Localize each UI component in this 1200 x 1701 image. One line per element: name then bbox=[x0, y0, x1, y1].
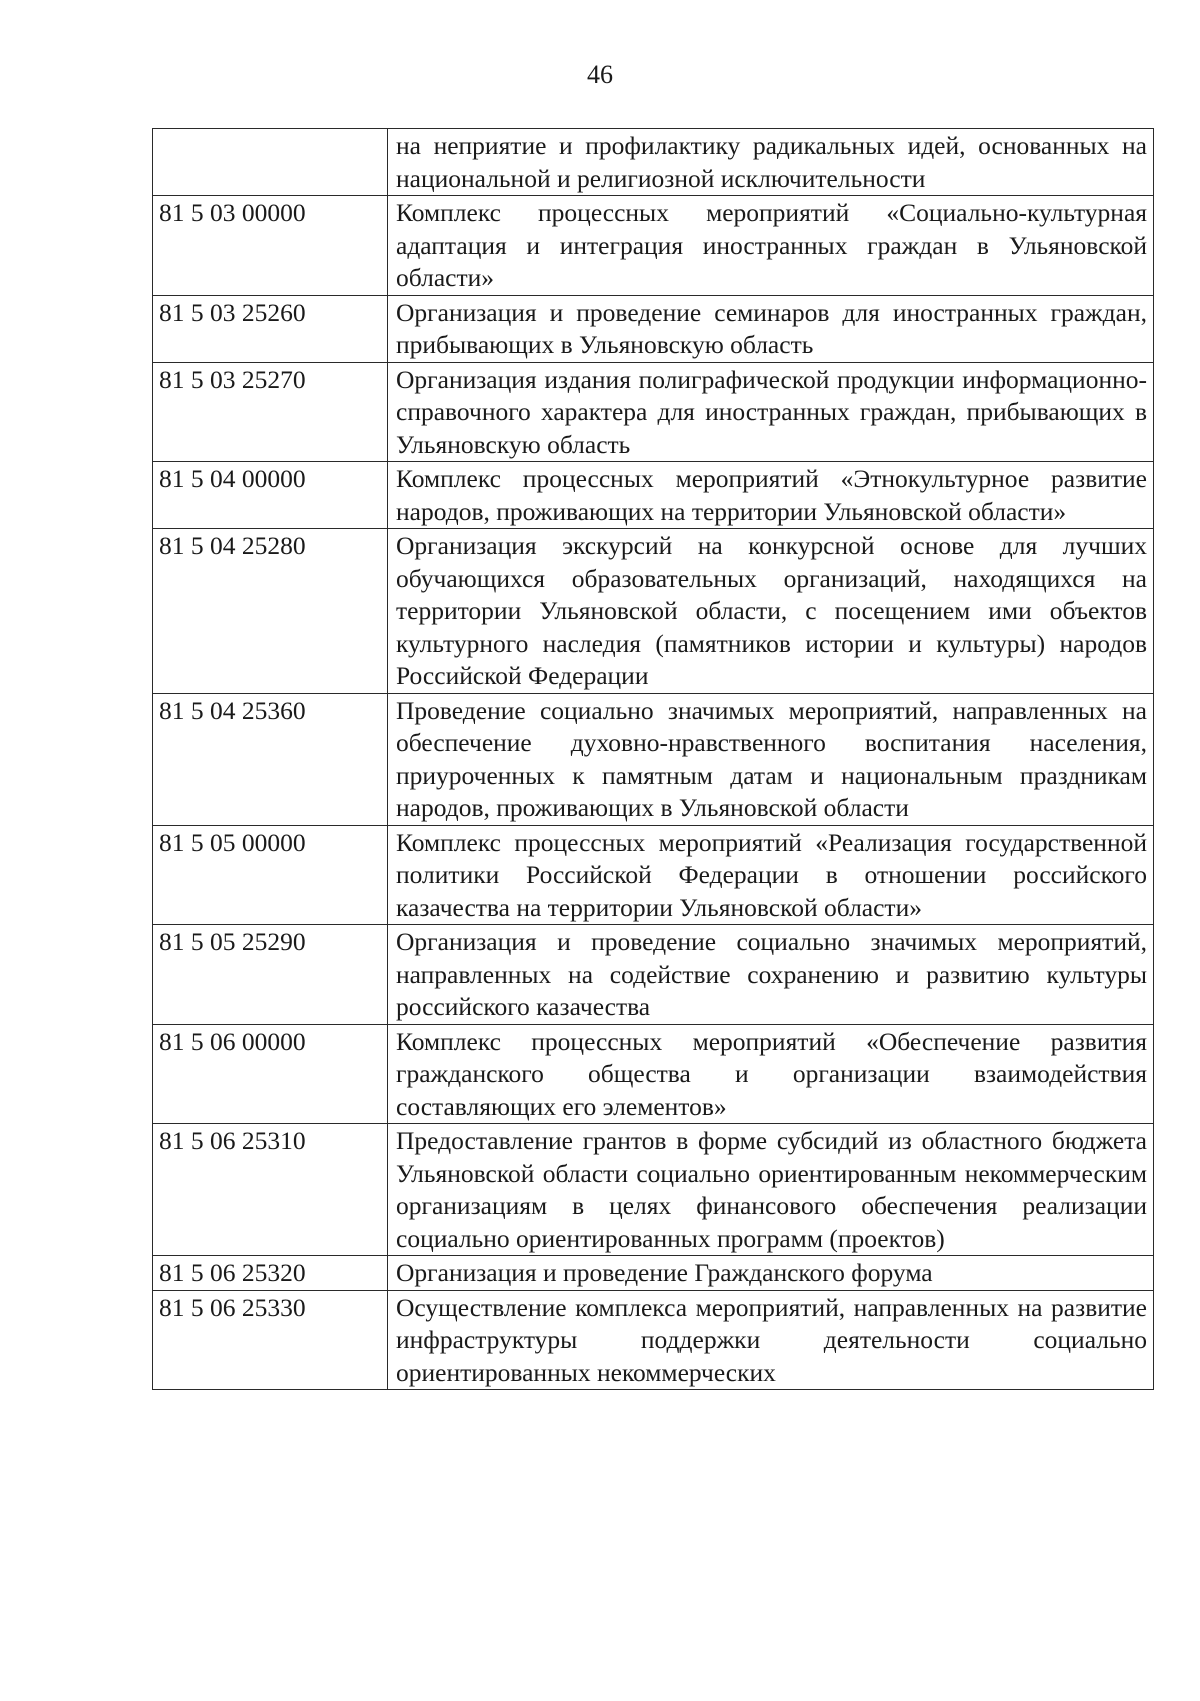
table-row bbox=[153, 825, 1154, 925]
row-code: 81 5 03 25270 bbox=[153, 362, 388, 462]
row-code bbox=[153, 129, 388, 196]
row-code: 81 5 06 25320 bbox=[153, 1256, 388, 1291]
table-row bbox=[153, 295, 1154, 362]
row-description: Организация и проведение Гражданского форума bbox=[388, 1256, 1154, 1291]
table-row bbox=[153, 1024, 1154, 1124]
row-code: 81 5 06 25330 bbox=[153, 1290, 388, 1390]
table-row bbox=[153, 1290, 1154, 1390]
row-description: Организация издания полиграфической продукции информационно-справочного характера для иностранных граждан, прибывающих в Ульяновскую область bbox=[388, 362, 1154, 462]
row-code: 81 5 06 25310 bbox=[153, 1124, 388, 1256]
row-description: Проведение социально значимых мероприятий, направленных на обеспечение духовно-нравственного воспитания населения, приуроченных к памятным датам и национальным праздникам народов, проживающих в Ульяновской области bbox=[388, 693, 1154, 825]
row-description: Комплекс процессных мероприятий «Обеспечение развития гражданского общества и организации взаимодействия составляющих его элементов» bbox=[388, 1024, 1154, 1124]
row-code: 81 5 05 25290 bbox=[153, 925, 388, 1025]
table-row bbox=[153, 693, 1154, 825]
table-row bbox=[153, 1256, 1154, 1291]
table-row bbox=[153, 362, 1154, 462]
row-description: Организация экскурсий на конкурсной основе для лучших обучающихся образовательных организаций, находящихся на территории Ульяновской области, с посещением ими объектов культурного наследия (памятников истории и культуры) народов Российской Федерации bbox=[388, 529, 1154, 694]
row-code: 81 5 04 25360 bbox=[153, 693, 388, 825]
row-description: Организация и проведение семинаров для иностранных граждан, прибывающих в Ульяновскую область bbox=[388, 295, 1154, 362]
row-description: Комплекс процессных мероприятий «Социально-культурная адаптация и интеграция иностранных граждан в Ульяновской области» bbox=[388, 196, 1154, 296]
row-code: 81 5 05 00000 bbox=[153, 825, 388, 925]
row-description: на неприятие и профилактику радикальных идей, основанных на национальной и религиозной исключительности bbox=[388, 129, 1154, 196]
table-row bbox=[153, 196, 1154, 296]
row-description: Осуществление комплекса мероприятий, направленных на развитие инфраструктуры поддержки деятельности социально ориентированных некоммерческих bbox=[388, 1290, 1154, 1390]
row-description: Предоставление грантов в форме субсидий из областного бюджета Ульяновской области социально ориентированным некоммерческим организациям в целях финансового обеспечения реализации социально ориентированных программ (проектов) bbox=[388, 1124, 1154, 1256]
page-number: 46 bbox=[587, 60, 613, 89]
table-row bbox=[153, 1124, 1154, 1256]
row-description: Комплекс процессных мероприятий «Этнокультурное развитие народов, проживающих на территории Ульяновской области» bbox=[388, 462, 1154, 529]
table-row bbox=[153, 129, 1154, 196]
row-code: 81 5 04 00000 bbox=[153, 462, 388, 529]
row-code: 81 5 03 25260 bbox=[153, 295, 388, 362]
table-row bbox=[153, 529, 1154, 694]
row-description: Организация и проведение социально значимых мероприятий, направленных на содействие сохранению и развитию культуры российского казачества bbox=[388, 925, 1154, 1025]
table-row bbox=[153, 462, 1154, 529]
row-code: 81 5 04 25280 bbox=[153, 529, 388, 694]
row-code: 81 5 06 00000 bbox=[153, 1024, 388, 1124]
classification-table-container bbox=[152, 128, 1154, 1390]
table-row bbox=[153, 925, 1154, 1025]
row-description: Комплекс процессных мероприятий «Реализация государственной политики Российской Федерации в отношении российского казачества на территории Ульяновской области» bbox=[388, 825, 1154, 925]
row-code: 81 5 03 00000 bbox=[153, 196, 388, 296]
classification-table bbox=[152, 128, 1154, 1390]
